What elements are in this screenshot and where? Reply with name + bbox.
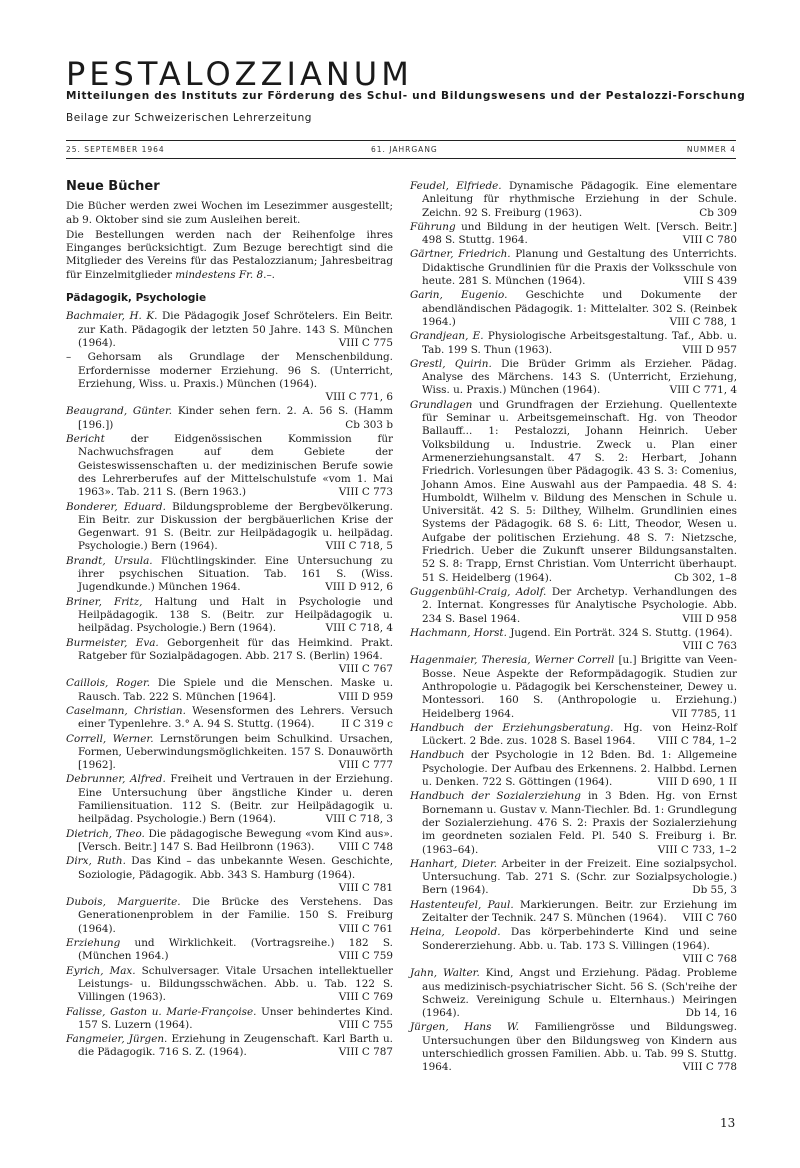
supplement-line: Beilage zur Schweizerischen Lehrerzeitung [66,112,312,124]
shelf-mark: Cb 309 [699,206,737,219]
entry-text: Geschichte und Dokumente der abendländischen Pädagogik. 1: Mittelalter. 302 S. (Reinbek 1964.) [422,289,737,328]
entry-text: Planung und Gestaltung des Unterrichts. Didaktische Grundlinien für die Praxis der Volksschule von heute. 281 S. München (1964). [422,248,737,288]
shelf-mark: VIII C 769 [338,991,393,1004]
book-entry [66,896,393,936]
shelf-mark: VII 7785, 11 [671,707,737,720]
shelf-mark: VIII C 763 [682,640,737,653]
book-entry [410,790,737,856]
shelf-mark: VIII D 959 [338,690,393,703]
book-entry [66,677,393,704]
entry-author: Dubois, Marguerite. [66,896,181,909]
entry-author: Bericht [66,433,105,446]
header-rule-bottom [66,158,736,159]
entry-author: Jahn, Walter. [410,967,480,980]
book-entry [410,289,737,329]
book-entry [66,351,393,404]
book-entry [410,967,737,1020]
book-entry [410,858,737,898]
shelf-mark: VIII C 759 [338,950,393,963]
entry-author: Grestl, Quirin. [410,357,492,370]
entry-text: Arbeiter in der Freizeit. Eine sozialpsychol. Untersuchung. Tab. 271 S. (Schr. zur Sozialpsychologie.) Bern (1964). [422,857,738,897]
entry-author: Handbuch der Sozialerziehung [410,790,581,803]
entry-author: Brandt, Ursula. [66,554,153,567]
entry-text: Die Brüder Grimm als Erzieher. Pädag. Analyse des Märchens. 143 S. (Unterricht, Erziehung, Wiss. u. Praxis.) München (1964). [422,357,737,397]
shelf-mark: Cb 303 b [345,418,393,431]
entry-author: Burmeister, Eva. [66,636,159,649]
book-entry [66,773,393,826]
book-entry [66,855,393,895]
shelf-mark: Cb 302, 1–8 [674,571,737,584]
shelf-mark: VIII C 761 [338,922,393,935]
book-entry [66,310,393,350]
shelf-mark: VIII C 781 [338,881,393,894]
entry-author: Bachmaier, H. K. [66,310,158,323]
entry-author: Hanhart, Dieter. [410,857,498,870]
entry-author: Grundlagen [410,398,473,411]
book-entry [66,637,393,677]
shelf-mark: VIII C 788, 1 [669,315,737,328]
shelf-mark: VIII C 771, 4 [669,384,737,397]
shelf-mark: VIII C 771, 6 [325,391,393,404]
book-entry [66,1033,393,1060]
shelf-mark: VIII D 912, 6 [325,581,393,594]
journal-title: PESTALOZZIANUM [66,55,413,93]
entry-text: Der Archetyp. Verhandlungen des 2. Internat. Kongresses für Analytische Psychologie. Abb. 234 S. Basel 1964. [422,585,737,625]
entry-author: Beaugrand, Günter. [66,405,173,418]
shelf-mark: VIII D 690, 1 II [657,776,737,789]
entry-text: Wesensformen des Lehrers. Versuch einer Typenlehre. 3.° A. 94 S. Stuttg. (1964). [78,704,393,731]
intro-paragraph: Die Bestellungen werden nach der Reihenfolge ihres Einganges berücksichtigt. Zum Bezuge berechtigt sind die Mitglieder des Vereins für das Pestalozzianum; Jahresbeitrag für Einzelmitglieder mindestens Fr. 8.–. [66,228,393,281]
header-rule-top [66,140,736,141]
shelf-mark: Db 55, 3 [692,884,737,897]
page-number: 13 [720,1116,736,1130]
shelf-mark: VIII C 760 [682,912,737,925]
shelf-mark: VIII C 733, 1–2 [657,843,737,856]
entry-text: Hg. von Heinz-Rolf Lückert. 2 Bde. zus. 1028 S. Basel 1964. [422,721,737,748]
subsection-title: Pädagogik, Psychologie [66,292,207,305]
book-entry [66,937,393,964]
book-entry [410,330,737,357]
entry-author: Grandjean, E. [410,330,484,343]
left-column [66,180,393,1061]
entry-text: Kind, Angst und Erziehung. Pädag. Probleme aus medizinisch-psychiatrischer Sicht. 56 S. (Sch'reihe der Schweiz. Vereinigung Schule u. Elternhaus.) Meiringen (1964). [422,967,737,1020]
entry-author: Eyrich, Max. [66,964,136,977]
entry-author: Bonderer, Eduard. [66,500,166,513]
entry-author: Dirx, Ruth. [66,855,126,868]
entry-text: in 3 Bden. Hg. von Ernst Bornemann u. Gustav v. Mann-Tiechler. Bd. 1: Grundlegung der Sozialerziehung. 476 S. 2: Praxis der Sozialerziehung im geordneten sozialen Feld. Pl. 540 S. Freiburg i. Br. (1963–64). [422,790,737,856]
book-entry [66,965,393,1005]
left-entry-list [66,310,393,1059]
entry-text: – Gehorsam als Grundlage der Menschenbildung. Erfordernisse moderner Erziehung. 96 S. (Unterricht, Erziehung, Wiss. u. Praxis.) München (1964). [66,351,393,390]
entry-author: Guggenbühl-Craig, Adolf. [410,585,547,598]
shelf-mark: VIII C 784, 1–2 [657,735,737,748]
entry-author: Handbuch [410,749,465,762]
intro-paragraph: Die Bücher werden zwei Wochen im Lesezimmer ausgestellt; ab 9. Oktober sind sie zum Ausleihen bereit. [66,200,393,226]
entry-author: Hachmann, Horst. [410,626,507,639]
shelf-mark: VIII C 718, 4 [325,622,393,635]
entry-author: Hagenmaier, Theresia, Werner Correll [410,654,615,667]
entry-text: Die Pädagogik Josef Schrötelers. Ein Beitr. zur Kath. Pädagogik der letzten 50 Jahre. 143 S. München (1964). [78,310,394,349]
entry-text: Das körperbehinderte Kind und seine Sondererziehung. Abb. u. Tab. 173 S. Villingen (1964). [422,926,737,952]
shelf-mark: II C 319 c [341,718,393,731]
intro-text [66,200,393,282]
entry-text: Dynamische Pädagogik. Eine elementare Anleitung für rhythmische Erziehung in der Schule. Zeichn. 92 S. Freiburg (1963). [422,180,737,219]
entry-text: und Bildung in der heutigen Welt. [Versch. Beitr.] 498 S. Stuttg. 1964. [422,220,737,247]
right-entry-list [410,180,737,1075]
entry-author: Debrunner, Alfred. [66,773,166,786]
entry-author: Handbuch der Erziehungsberatung. [410,721,614,734]
issue-date: 25. SEPTEMBER 1964 [66,145,165,154]
entry-text: Die Brücke des Verstehens. Das Generationenproblem in der Familie. 150 S. Freiburg (1964). [78,896,393,935]
book-entry [66,555,393,595]
entry-text: Schulversager. Vitale Ursachen intellektueller Leistungs- u. Bildungsschwächen. Abb. u. Tab. 122 S. Villingen (1963). [78,964,394,1004]
shelf-mark: VIII C 718, 3 [325,813,393,826]
entry-author: Briner, Fritz, [66,595,143,608]
shelf-mark: VIII C 718, 5 [325,540,393,553]
entry-author: Caselmann, Christian. [66,704,186,717]
entry-text: und Wirklichkeit. (Vortragsreihe.) 182 S. (München 1964.) [78,937,393,963]
shelf-mark: VIII S 439 [683,275,737,288]
book-entry [410,221,737,248]
shelf-mark: VIII C 773 [338,486,393,499]
entry-text: Familiengrösse und Bildungsweg. Untersuchungen über den Bildungsweg von Kindern aus unterschiedlich grossen Familien. Abb. u. Tab. 99 S. Stuttg. 1964. [422,1021,738,1074]
entry-author: Hastenteufel, Paul. [410,898,514,911]
entry-author: Heina, Leopold. [410,926,501,939]
entry-author: Falisse, Gaston u. Marie-Françoise. [66,1005,257,1018]
entry-text: Unser behindertes Kind. 157 S. Luzern (1964). [78,1005,393,1031]
book-entry [66,433,393,499]
entry-author: Führung [410,220,456,233]
book-entry [66,405,393,432]
shelf-mark: VIII C 787 [338,1046,393,1059]
volume-label: 61. JAHRGANG [371,145,438,154]
book-entry [410,358,737,398]
entry-text: Die Spiele und die Menschen. Maske u. Rausch. Tab. 222 S. München [1964]. [78,677,393,703]
entry-text: Haltung und Halt in Psychologie und Heilpädagogik. 138 S. (Beitr. zur Heilpädagogik u. heilpädag. Psychologie.) Bern (1964). [78,595,393,635]
book-entry [410,627,737,654]
entry-author: Feudel, Elfriede. [410,180,502,192]
entry-text: Jugend. Ein Porträt. 324 S. Stuttg. (1964). [506,626,733,639]
book-entry [410,654,737,720]
entry-text: Kinder sehen fern. 2. A. 56 S. (Hamm [196.]) [78,405,393,431]
entry-author: Caillois, Roger. [66,677,151,690]
book-entry [66,705,393,732]
shelf-mark: VIII C 748 [338,840,393,853]
issue-number: NUMMER 4 [686,145,736,154]
book-entry [410,722,737,749]
book-entry [410,926,737,966]
book-entry [66,733,393,773]
journal-subtitle: Mitteilungen des Instituts zur Förderung des Schul- und Bildungswesens und der Pestalozzi-Forschung [66,90,746,102]
entry-text: Geborgenheit für das Heimkind. Prakt. Ratgeber für Sozialpädagogen. Abb. 217 S. (Berlin) 1964. [78,636,393,662]
book-entry [410,399,737,585]
book-entry [66,501,393,554]
entry-text: der Psychologie in 12 Bden. Bd. 1: Allgemeine Psychologie. Der Aufbau des Erkennens. 2. Halbbd. Lernen u. Denken. 722 S. Göttingen (1964). [422,749,737,789]
book-entry [66,596,393,636]
book-entry [66,828,393,855]
entry-text: Freiheit und Vertrauen in der Erziehung. Eine Untersuchung über ängstliche Kinder u. deren Familiensituation. 112 S. (Beitr. zur Heilpädagogik u. heilpädag. Psychologie.) Bern (1964). [78,773,393,826]
minimum-fee: mindestens Fr. 8.– [175,268,272,281]
entry-text: der Eidgenössischen Kommission für Nachwuchsfragen auf dem Gebiete der Geisteswissenschaften u. der medizinischen Berufe sowie des Lehrerberufes auf der Mittelschulstufe «vom 1. Mai 1963». Tab. 211 S. (Bern 1963.) [78,433,393,499]
book-entry [410,586,737,626]
entry-text: Physiologische Arbeitsgestaltung. Taf., Abb. u. Tab. 199 S. Thun (1963). [422,330,737,356]
shelf-mark: VIII C 780 [682,234,737,247]
entry-text: Das Kind – das unbekannte Wesen. Geschichte, Soziologie, Pädagogik. Abb. 343 S. Hamburg (1964). [78,855,393,881]
right-column [410,180,737,1076]
book-entry [410,1021,737,1074]
shelf-mark: Db 14, 16 [685,1007,737,1020]
entry-text: Die pädagogische Bewegung «vom Kind aus». [Versch. Beitr.] 147 S. Bad Heilbronn (1963). [78,827,393,853]
book-entry [410,180,737,220]
entry-text: Markierungen. Beitr. zur Erziehung im Zeitalter der Technik. 247 S. München (1964). [422,898,737,925]
entry-text: und Grundfragen der Erziehung. Quellentexte für Seminar u. Arbeitsgemeinschaft. Hg. von Theodor Ballauff... 1: Pestalozzi, Johann Heinrich. Ueber Volksbildung u. Industrie. Zweck u. Plan einer Armenerziehungsanstalt. 47 S. 2: Herbart, Johann Friedrich. Vorlesungen über Pädagogik. 43 S. 3: Comenius, Johann Amos. Eine Auswahl aus der Pampaedia. 48 S. 4: Humboldt, Wilhelm v. Bildung des Menschen in Schule u. Universität. 42 S. 5: Dilthey, Wilhelm. Grundlinien eines Systems der Pädagogik. 68 S. 6: Litt, Theodor, Wesen u. Aufgabe der politischen Erziehung. 48 S. 7: Nietzsche, Friedrich. Ueber die Zukunft unserer Bildungsanstalten. 52 S. 8: Trapp, Ernst Christian. Vom Unterricht überhaupt. 51 S. Heidelberg (1964). [422,398,737,584]
entry-author: Correll, Werner. [66,732,154,745]
shelf-mark: VIII C 775 [338,336,393,349]
shelf-mark: VIII C 755 [338,1018,393,1031]
entry-author: Fangmeier, Jürgen. [66,1033,168,1046]
shelf-mark: VIII C 767 [338,663,393,676]
shelf-mark: VIII D 957 [682,343,737,356]
book-entry [410,248,737,288]
entry-text: [u.] Brigitte van Veen-Bosse. Neue Aspekte der Reformpädagogik. Studien zur Anthropologie u. Pädagogik bei Kerschensteiner, Dewey u. Montessori. 160 S. (Anthropologie u. Erziehung.) Heidelberg 1964. [422,654,737,720]
entry-text: Flüchtlingskinder. Eine Untersuchung zu ihrer psychischen Situation. Tab. 161 S. (Wiss. Jugendkunde.) München 1964. [78,554,393,594]
book-entry [66,1006,393,1033]
shelf-mark: VIII D 958 [682,612,737,625]
entry-text: Bildungsprobleme der Bergbevölkerung. Ein Beitr. zur Diskussion der bergbäuerlichen Krise der Gegenwart. 91 S. (Beitr. zur Heilpädagogik u. heilpädag. Psychologie.) Bern (1964). [78,500,393,553]
entry-author: Jürgen, Hans W. [410,1021,520,1034]
book-entry [410,899,737,926]
shelf-mark: VIII C 777 [338,759,393,772]
book-entry [410,749,737,789]
entry-author: Gärtner, Friedrich. [410,248,511,261]
shelf-mark: VIII C 778 [682,1061,737,1074]
entry-author: Garin, Eugenio. [410,289,508,302]
entry-text: Lernstörungen beim Schulkind. Ursachen, Formen, Ueberwindungsmöglichkeiten. 157 S. Donauwörth [1962]. [78,732,393,772]
entry-author: Erziehung [66,937,121,950]
shelf-mark: VIII C 768 [682,952,737,965]
entry-author: Dietrich, Theo. [66,827,145,840]
section-title: Neue Bücher [66,179,160,194]
entry-text: Erziehung in Zeugenschaft. Karl Barth u. die Pädagogik. 716 S. Z. (1964). [78,1033,393,1059]
